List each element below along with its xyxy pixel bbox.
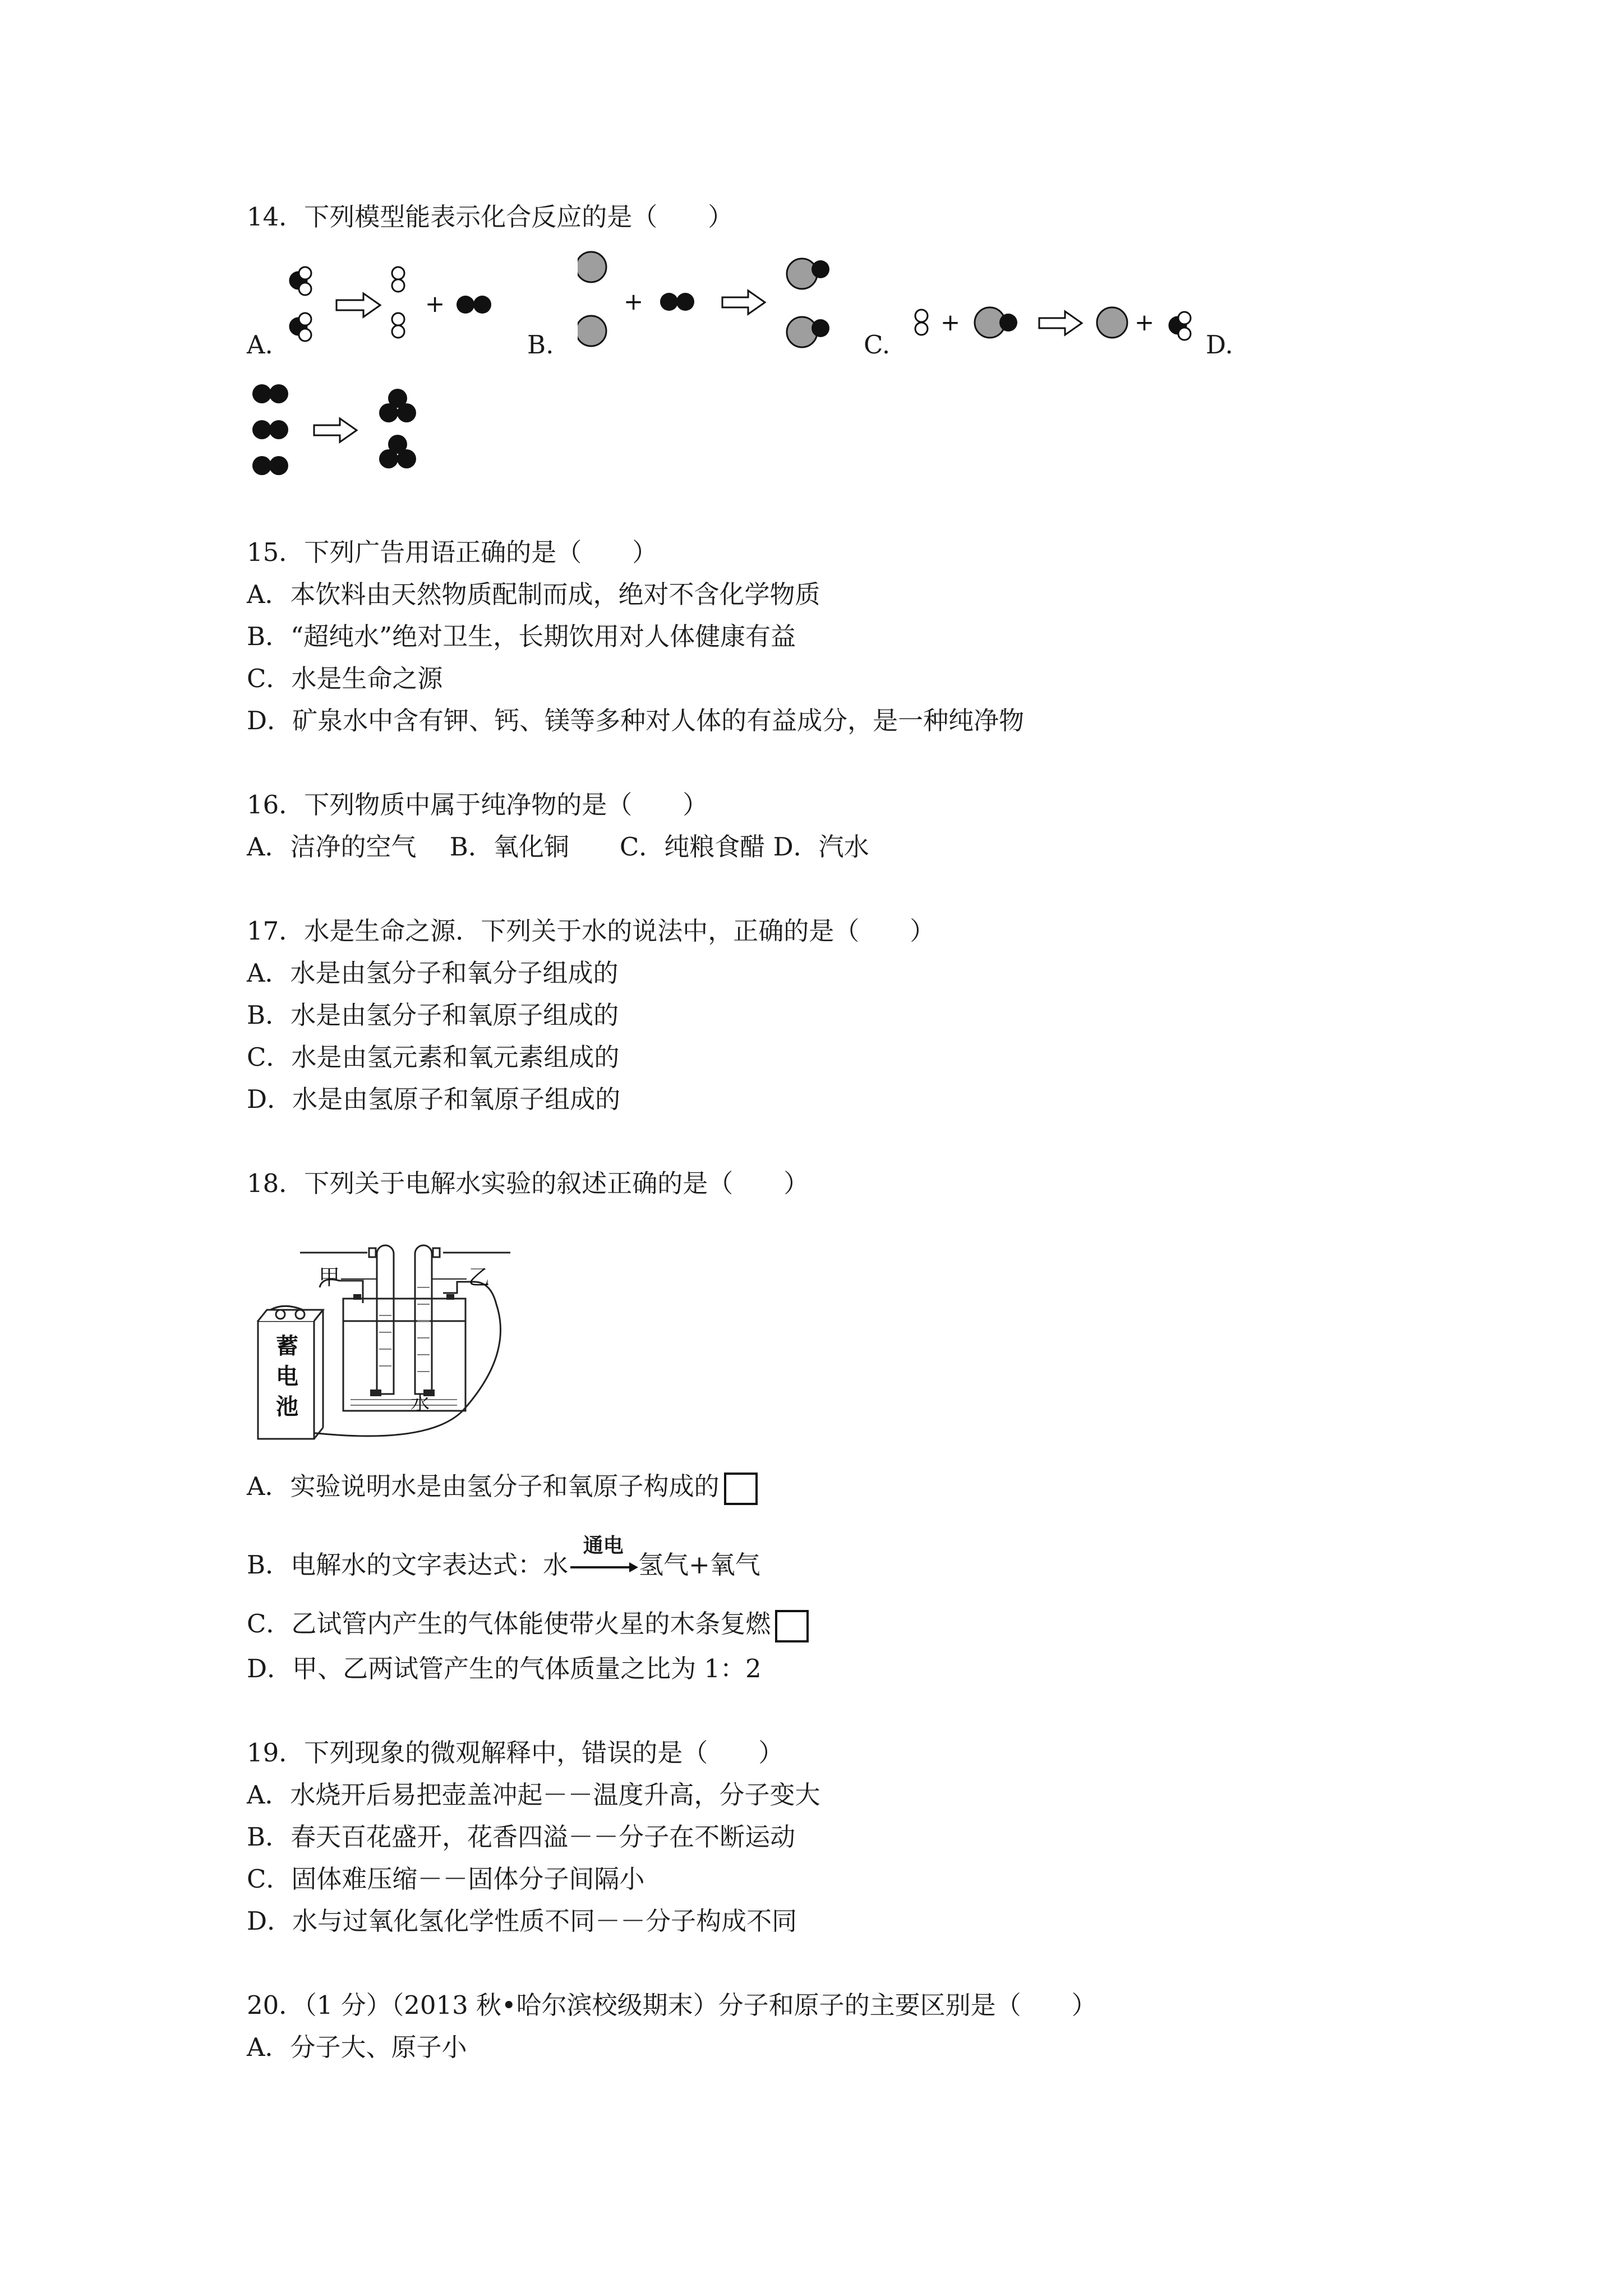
- q19-option-c: C．固体难压缩－－固体分子间隔小: [247, 1864, 645, 1894]
- q20-stem: 20．（1 分）（2013 秋•哈尔滨校级期末）分子和原子的主要区别是（ ）: [247, 1990, 1097, 2020]
- q18-option-c: [247, 1607, 809, 1642]
- battery-label-2: 电: [276, 1363, 298, 1389]
- battery-label-1: 蓄: [276, 1333, 298, 1359]
- svg-text:+: +: [425, 290, 445, 318]
- q14-option-d-label: D.: [1206, 330, 1233, 360]
- reaction-condition: 通电: [583, 1534, 624, 1557]
- q15-option-a: A．本饮料由天然物质配制而成，绝对不含化学物质: [247, 579, 820, 609]
- q17-option-d: D．水是由氢原子和氧原子组成的: [247, 1084, 621, 1114]
- answer-box[interactable]: [775, 1610, 809, 1642]
- q15-option-b: B．“超纯水”绝对卫生，长期饮用对人体健康有益: [247, 622, 796, 651]
- q14-option-d-model-figure: [247, 381, 437, 482]
- q19-option-a: A．水烧开后易把壶盖冲起－－温度升高，分子变大: [247, 1780, 820, 1810]
- q18-option-c-text: C．乙试管内产生的气体能使带火星的木条复燃: [247, 1609, 771, 1639]
- tube-label-jia: 甲: [319, 1265, 340, 1290]
- q18-option-a-text: A．实验说明水是由氢分子和氧原子构成的: [247, 1471, 720, 1501]
- electrolysis-apparatus-figure: [247, 1231, 561, 1444]
- q17-option-b: B．水是由氢分子和氧原子组成的: [247, 1000, 619, 1030]
- q18-option-b-suffix: 氢气+氧气: [638, 1550, 760, 1580]
- q18-option-b-prefix: B．电解水的文字表达式：水: [247, 1550, 569, 1580]
- q14-option-b-label: B.: [527, 330, 554, 360]
- q17-stem: 17．水是生命之源．下列关于水的说法中，正确的是（ ）: [247, 916, 935, 946]
- q18-option-b: [247, 1534, 760, 1582]
- reaction-arrow: [568, 1534, 638, 1582]
- q15-option-c: C．水是生命之源: [247, 664, 443, 693]
- q15-stem: 15．下列广告用语正确的是（ ）: [247, 537, 658, 567]
- svg-text:+: +: [940, 309, 961, 336]
- q17-option-a: A．水是由氢分子和氧分子组成的: [247, 958, 619, 988]
- q15-option-d: D．矿泉水中含有钾、钙、镁等多种对人体的有益成分，是一种纯净物: [247, 706, 1025, 735]
- q19-stem: 19．下列现象的微观解释中，错误的是（ ）: [247, 1738, 784, 1768]
- q18-option-d: D．甲、乙两试管产生的气体质量之比为 1：2: [247, 1654, 762, 1683]
- q14-option-c-label: C.: [864, 330, 891, 360]
- svg-text:+: +: [1135, 309, 1155, 336]
- q14-option-c-model-figure: [911, 300, 1214, 356]
- svg-text:+: +: [624, 288, 644, 315]
- q16-stem: 16．下列物质中属于纯净物的是（ ）: [247, 790, 708, 820]
- battery-label-3: 池: [276, 1393, 298, 1420]
- q18-option-a: [247, 1470, 758, 1505]
- q14-option-a-label: A.: [247, 330, 273, 360]
- q14-option-a-model-figure: [280, 255, 516, 353]
- q18-stem: 18．下列关于电解水实验的叙述正确的是（ ）: [247, 1168, 809, 1198]
- water-label: 水: [411, 1392, 430, 1415]
- q19-option-b: B．春天百花盛开，花香四溢－－分子在不断运动: [247, 1822, 796, 1852]
- q19-option-d: D．水与过氧化氢化学性质不同－－分子构成不同: [247, 1906, 797, 1936]
- q14-option-b-model-figure: [578, 247, 858, 353]
- q14-stem: 14．下列模型能表示化合反应的是（ ）: [247, 202, 734, 232]
- answer-box[interactable]: [724, 1473, 758, 1505]
- q16-options: A．洁净的空气 B．氧化铜 C．纯粮食醋 D．汽水: [247, 832, 869, 862]
- tube-label-yi: 乙: [468, 1265, 490, 1290]
- q20-option-a: A．分子大、原子小: [247, 2032, 467, 2062]
- q17-option-c: C．水是由氢元素和氧元素组成的: [247, 1042, 620, 1072]
